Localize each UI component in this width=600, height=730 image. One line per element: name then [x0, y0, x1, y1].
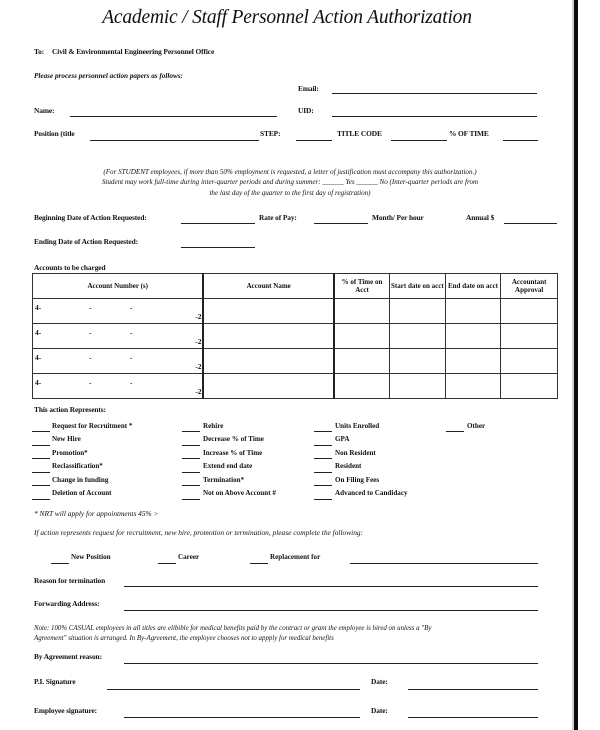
- nrt-note: * NRT will apply for appointments 45% >: [34, 509, 159, 518]
- annual-label: Annual $: [466, 213, 495, 222]
- option-not-on-above-account: Not on Above Account #: [203, 489, 276, 497]
- start-date-cell[interactable]: [390, 374, 446, 399]
- page-edge-border: [574, 0, 578, 730]
- option-filing-fees: On Filing Fees: [335, 476, 380, 484]
- student-note-line2: Student may work full-time during inter-quarter periods and during summer: ______ Yes ______ No (Inter-quarter periods are from: [101, 178, 479, 187]
- action-heading: This action Represents:: [34, 405, 106, 414]
- pct-time-cell[interactable]: [334, 349, 390, 374]
- end-date-cell[interactable]: [445, 374, 501, 399]
- email-label: Email:: [298, 84, 319, 93]
- form-title: Academic / Staff Personnel Action Authorization: [102, 7, 472, 28]
- checkbox-line[interactable]: [32, 431, 50, 432]
- acct-dash: -: [130, 328, 133, 337]
- pct-time-cell[interactable]: [334, 299, 390, 324]
- acct-suffix: -2: [195, 312, 202, 321]
- pct-time-cell[interactable]: [334, 324, 390, 349]
- checkbox-line[interactable]: [182, 445, 200, 446]
- acct-dash: -: [89, 353, 92, 362]
- employee-date-field[interactable]: [408, 717, 538, 718]
- acct-prefix: 4-: [35, 328, 42, 337]
- checkbox-line[interactable]: [32, 499, 50, 500]
- approval-cell[interactable]: [501, 349, 558, 374]
- table-row: [33, 349, 558, 374]
- uid-label: UID:: [298, 106, 314, 115]
- career-label: Career: [178, 553, 200, 561]
- acct-prefix: 4-: [35, 353, 42, 362]
- checkbox-line[interactable]: [182, 485, 200, 486]
- title-code-field[interactable]: [391, 140, 447, 141]
- start-date-cell[interactable]: [390, 299, 446, 324]
- acct-dash: -: [130, 353, 133, 362]
- option-extend-end-date: Extend end date: [203, 462, 253, 470]
- option-reclassification: Reclassification*: [52, 462, 103, 470]
- checkbox-line[interactable]: [182, 458, 200, 459]
- col-account-name: Account Name: [203, 274, 333, 299]
- table-row: [33, 324, 558, 349]
- acct-suffix: -2: [195, 337, 202, 346]
- career-checkbox[interactable]: [158, 563, 176, 564]
- pct-time-label: % OF TIME: [449, 129, 489, 138]
- approval-cell[interactable]: [501, 324, 558, 349]
- pi-signature-field[interactable]: [107, 689, 360, 690]
- pi-date-field[interactable]: [408, 689, 538, 690]
- option-new-hire: New Hire: [52, 435, 81, 443]
- acct-dash: -: [130, 378, 133, 387]
- account-name-cell[interactable]: [203, 374, 333, 399]
- checkbox-line[interactable]: [32, 485, 50, 486]
- start-date-cell[interactable]: [390, 324, 446, 349]
- checkbox-line[interactable]: [182, 431, 200, 432]
- rate-of-pay-field[interactable]: [314, 223, 368, 224]
- casual-note-line2: Agreement" situation is arranged. In By-Agreement, the employee chooses not to appply for medical benefits: [34, 635, 334, 642]
- name-label: Name:: [34, 106, 55, 115]
- position-label: Position (title: [34, 129, 75, 138]
- employee-signature-label: Employee signature:: [34, 706, 98, 715]
- annual-field[interactable]: [504, 223, 557, 224]
- col-account-number: Account Number (s): [33, 274, 204, 299]
- acct-dash: -: [130, 303, 133, 312]
- account-name-cell[interactable]: [203, 299, 333, 324]
- col-end-date: End date on acct: [445, 274, 501, 299]
- col-pct-time: % of Time on Acct: [334, 274, 390, 299]
- checkbox-line[interactable]: [182, 499, 200, 500]
- col-accountant-approval: Accountant Approval: [501, 274, 558, 299]
- approval-cell[interactable]: [501, 299, 558, 324]
- account-number-cell[interactable]: [33, 324, 204, 349]
- student-note-line3: the last day of the quarter to the first day of registration): [209, 188, 371, 197]
- table-row: [33, 374, 558, 399]
- option-rehire: Rehire: [203, 422, 224, 430]
- replacement-label: Replacement for: [270, 553, 321, 561]
- pi-signature-label: P.I. Signature: [34, 677, 76, 686]
- end-date-field[interactable]: [181, 247, 255, 248]
- account-number-cell[interactable]: [33, 299, 204, 324]
- acct-prefix: 4-: [35, 378, 42, 387]
- option-gpa: GPA: [335, 435, 350, 443]
- checkbox-line[interactable]: [314, 458, 332, 459]
- checkbox-line[interactable]: [32, 472, 50, 473]
- acct-dash: -: [89, 303, 92, 312]
- acct-dash: -: [89, 378, 92, 387]
- acct-suffix: -2: [195, 387, 202, 396]
- pi-date-label: Date:: [371, 677, 388, 686]
- student-note: [20, 167, 560, 198]
- pct-time-cell[interactable]: [334, 374, 390, 399]
- end-date-cell[interactable]: [445, 299, 501, 324]
- checkbox-line[interactable]: [182, 472, 200, 473]
- acct-suffix: -2: [195, 362, 202, 371]
- checkbox-line[interactable]: [314, 499, 332, 500]
- intro-text: Please process personnel action papers as follows:: [34, 72, 183, 80]
- end-date-label: Ending Date of Action Requested:: [34, 237, 138, 246]
- option-change-funding: Change in funding: [52, 476, 109, 484]
- new-position-checkbox[interactable]: [51, 563, 69, 564]
- account-name-cell[interactable]: [203, 349, 333, 374]
- email-field[interactable]: [332, 93, 537, 94]
- recruit-intro: If action represents request for recruitment, new hire, promotion or termination, please complete the following:: [34, 528, 364, 537]
- option-decrease-time: Decrease % of Time: [203, 435, 264, 443]
- by-agreement-field[interactable]: [124, 663, 538, 664]
- option-promotion: Promotion*: [52, 449, 88, 457]
- student-note-line1: (For STUDENT employees, if more than 50% employment is requested, a letter of justification must accompany this authorization.): [103, 168, 477, 176]
- by-agreement-label: By Agreement reason:: [34, 652, 102, 661]
- checkbox-line[interactable]: [314, 472, 332, 473]
- end-date-cell[interactable]: [445, 324, 501, 349]
- termination-reason-label: Reason for termination: [34, 576, 106, 585]
- accounts-header-row: [33, 274, 558, 299]
- name-field[interactable]: [70, 116, 277, 117]
- rate-of-pay-label: Rate of Pay:: [259, 213, 297, 222]
- checkbox-line[interactable]: [32, 445, 50, 446]
- employee-signature-field[interactable]: [124, 717, 360, 718]
- begin-date-field[interactable]: [181, 223, 255, 224]
- acct-prefix: 4-: [35, 303, 42, 312]
- account-number-cell[interactable]: [33, 349, 204, 374]
- table-row: [33, 299, 558, 324]
- accounts-heading: Accounts to be charged: [34, 263, 106, 272]
- option-increase-time: Increase % of Time: [203, 449, 263, 457]
- checkbox-line[interactable]: [314, 485, 332, 486]
- checkbox-line[interactable]: [446, 431, 464, 432]
- employee-date-label: Date:: [371, 706, 388, 715]
- account-number-cell[interactable]: [33, 374, 204, 399]
- to-label: To:: [34, 47, 45, 56]
- casual-note-line1: Note: 100% CASUAL employees in all titles are elibible for medical benefits paid by the contract or grant the employee is hired on unless a "By: [34, 625, 432, 632]
- option-advanced-candidacy: Advanced to Candidacy: [335, 489, 408, 497]
- checkbox-line[interactable]: [314, 445, 332, 446]
- checkbox-line[interactable]: [314, 431, 332, 432]
- option-other: Other: [467, 422, 486, 430]
- accounts-table: [32, 273, 558, 399]
- option-deletion-account: Deletion of Account: [52, 489, 112, 497]
- option-resident: Resident: [335, 462, 362, 470]
- pct-time-field[interactable]: [503, 140, 538, 141]
- replacement-field[interactable]: [350, 563, 538, 564]
- option-non-resident: Non Resident: [335, 449, 376, 457]
- title-code-label: TITLE CODE: [337, 129, 382, 138]
- forwarding-address-field[interactable]: [124, 610, 538, 611]
- month-hour-label: Month/ Per hour: [372, 213, 424, 222]
- position-field[interactable]: [90, 140, 259, 141]
- begin-date-label: Beginning Date of Action Requested:: [34, 213, 147, 222]
- start-date-cell[interactable]: [390, 349, 446, 374]
- new-position-label: New Position: [71, 553, 111, 561]
- to-office: Civil & Environmental Engineering Personnel Office: [52, 47, 215, 56]
- end-date-cell[interactable]: [445, 349, 501, 374]
- replacement-checkbox[interactable]: [250, 563, 268, 564]
- termination-reason-field[interactable]: [124, 586, 538, 587]
- forwarding-address-label: Forwarding Address:: [34, 599, 100, 608]
- option-termination: Termination*: [203, 476, 245, 484]
- option-request-recruitment: Request for Recruitment *: [52, 422, 133, 430]
- step-label: STEP:: [260, 129, 281, 138]
- option-units-enrolled: Units Enrolled: [335, 422, 380, 430]
- col-start-date: Start date on acct: [390, 274, 446, 299]
- uid-field[interactable]: [332, 116, 537, 117]
- approval-cell[interactable]: [501, 374, 558, 399]
- account-name-cell[interactable]: [203, 324, 333, 349]
- checkbox-line[interactable]: [32, 458, 50, 459]
- step-field[interactable]: [296, 140, 332, 141]
- acct-dash: -: [89, 328, 92, 337]
